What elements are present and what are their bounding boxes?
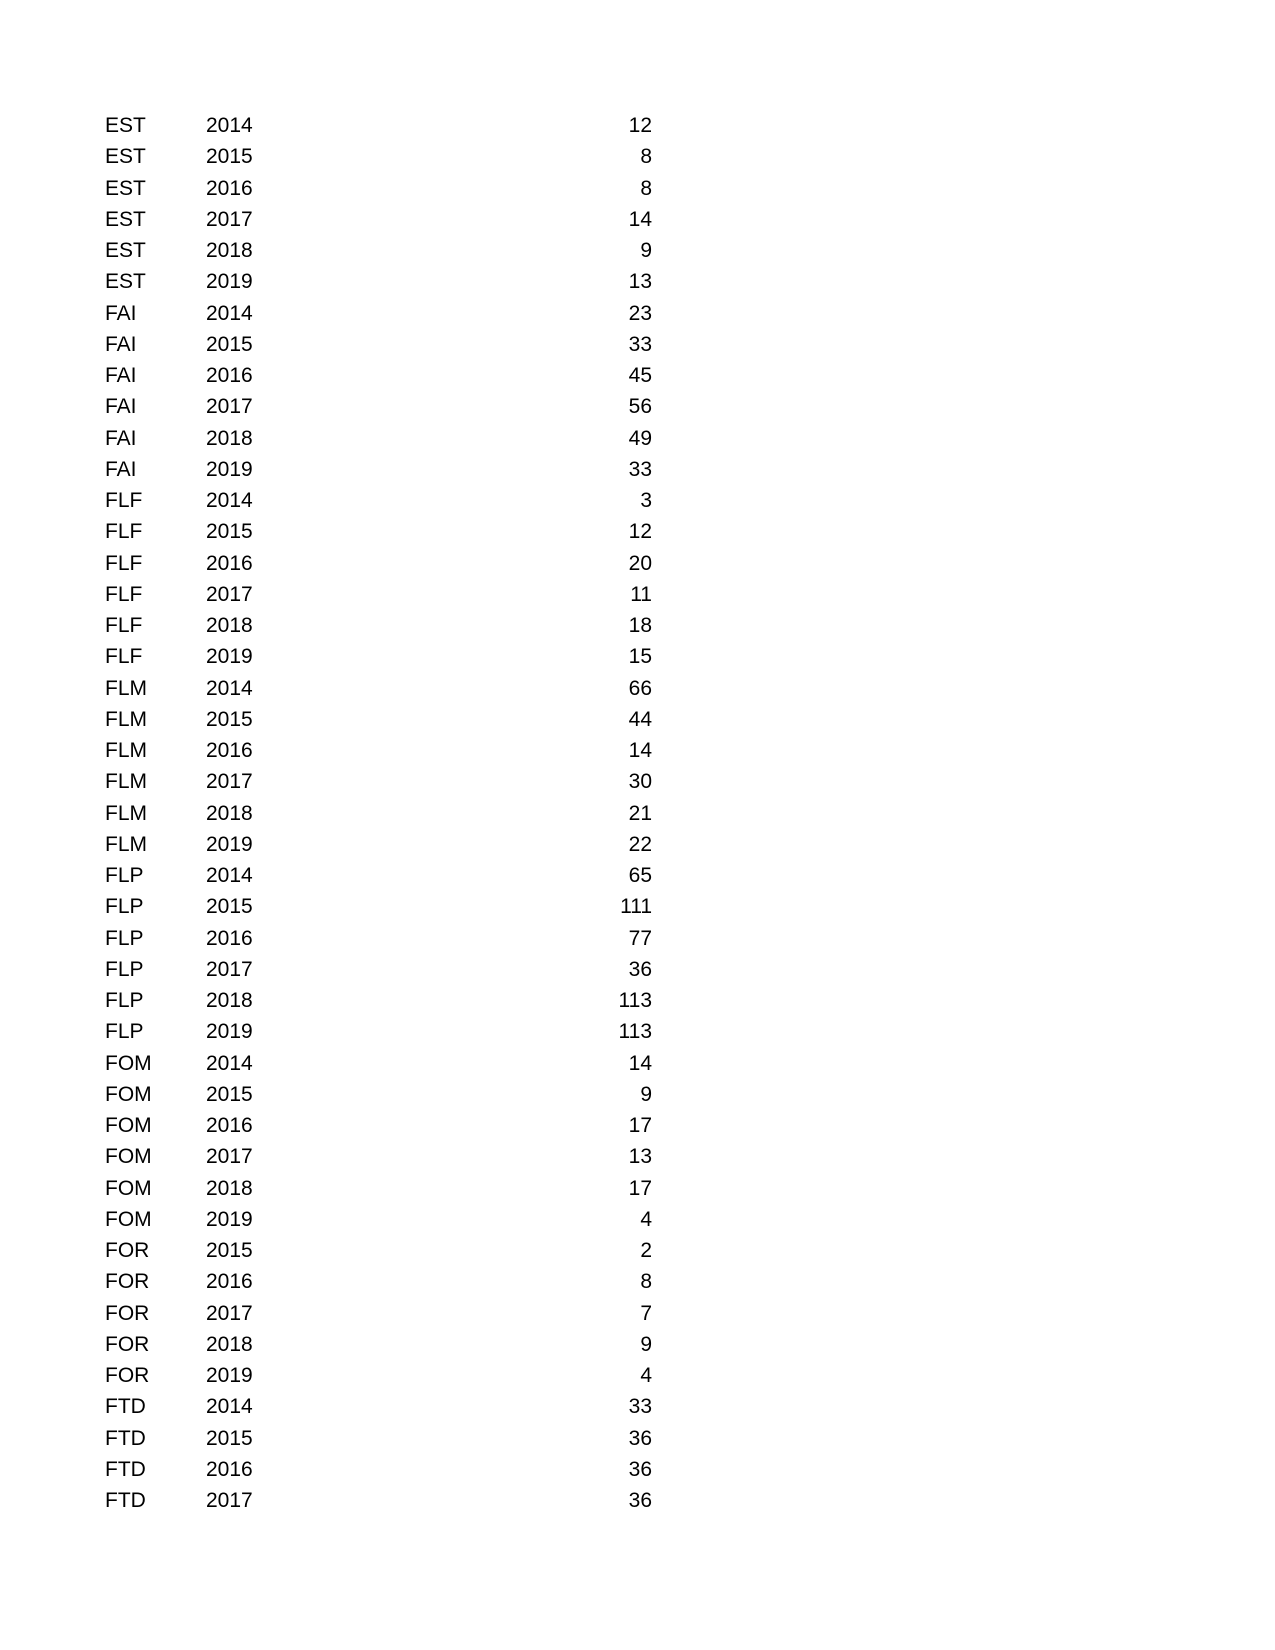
count-cell: 113 [618,1020,652,1044]
year-cell: 2017 [206,1301,253,1325]
year-cell: 2019 [206,1020,253,1044]
table-row [0,1485,1275,1516]
table-row [0,891,1275,922]
year-cell: 2014 [206,489,253,512]
table-row [0,641,1275,672]
table-row [0,923,1275,954]
code-cell: EST [105,114,146,137]
year-cell: 2014 [206,114,253,137]
year-cell: 2016 [206,551,253,575]
count-cell: 56 [628,395,652,419]
count-cell: 11 [630,582,652,606]
year-cell: 2018 [206,239,253,262]
count-cell: 44 [628,707,652,731]
count-cell: 36 [628,957,652,981]
count-cell: 36 [628,1426,652,1450]
count-cell: 33 [628,1395,652,1419]
table-row [0,1173,1275,1204]
year-cell: 2014 [206,676,253,700]
table-row [0,1454,1275,1485]
code-cell: EST [105,207,146,231]
code-cell: FOR [105,1239,150,1262]
year-cell: 2017 [206,1145,253,1169]
code-cell: FLF [105,489,143,512]
count-cell: 45 [628,364,652,387]
table-row [0,329,1275,360]
table-row [0,798,1275,829]
count-cell: 111 [620,895,652,919]
year-cell: 2016 [206,1457,253,1481]
table-row [0,579,1275,610]
year-cell: 2018 [206,614,253,637]
year-cell: 2015 [206,707,253,731]
code-cell: EST [105,145,146,169]
year-cell: 2016 [206,364,253,387]
code-cell: FLP [105,895,144,919]
count-cell: 33 [628,332,652,356]
code-cell: EST [105,239,146,262]
code-cell: FOR [105,1301,150,1325]
table-row [0,1048,1275,1079]
table-row [0,1141,1275,1172]
table-row [0,954,1275,985]
year-cell: 2017 [206,395,253,419]
code-cell: FLM [105,801,147,825]
count-cell: 36 [628,1489,652,1512]
year-cell: 2017 [206,770,253,794]
count-cell: 14 [628,739,652,762]
code-cell: FLF [105,614,143,637]
code-cell: FOM [105,1051,152,1075]
code-cell: FAI [105,364,137,387]
count-cell: 20 [628,551,652,575]
count-cell: 9 [640,239,652,262]
year-cell: 2016 [206,176,253,200]
table-row [0,1110,1275,1141]
table-row [0,829,1275,860]
table-row [0,1016,1275,1047]
table-row [0,266,1275,297]
code-cell: FAI [105,301,137,325]
code-cell: FAI [105,332,137,356]
count-cell: 3 [640,489,652,512]
code-cell: FLM [105,770,147,794]
count-cell: 22 [628,832,652,856]
year-cell: 2018 [206,801,253,825]
code-cell: FOR [105,1332,150,1356]
table-row [0,298,1275,329]
year-cell: 2018 [206,1332,253,1356]
year-cell: 2019 [206,832,253,856]
count-cell: 113 [618,989,652,1012]
count-cell: 18 [628,614,652,637]
code-cell: FTD [105,1457,146,1481]
table-row [0,548,1275,579]
count-cell: 9 [640,1082,652,1106]
table-row [0,391,1275,422]
count-cell: 21 [628,801,652,825]
year-cell: 2015 [206,1239,253,1262]
code-cell: FLM [105,676,147,700]
year-cell: 2015 [206,1082,253,1106]
table-row [0,860,1275,891]
code-cell: FLP [105,989,144,1012]
count-cell: 4 [640,1364,652,1387]
count-cell: 49 [628,426,652,450]
code-cell: FOM [105,1145,152,1169]
code-cell: EST [105,270,146,294]
code-cell: FLM [105,739,147,762]
count-cell: 8 [640,1270,652,1294]
data-table [0,110,1275,1516]
table-row [0,204,1275,235]
table-row [0,766,1275,797]
table-row [0,673,1275,704]
year-cell: 2014 [206,1051,253,1075]
count-cell: 65 [628,864,652,887]
count-cell: 8 [640,176,652,200]
table-row [0,485,1275,516]
table-row [0,360,1275,391]
table-row [0,423,1275,454]
code-cell: FOR [105,1364,150,1387]
table-row [0,235,1275,266]
code-cell: FAI [105,457,137,481]
count-cell: 17 [628,1114,652,1137]
year-cell: 2016 [206,1270,253,1294]
table-row [0,141,1275,172]
count-cell: 77 [628,926,652,950]
year-cell: 2015 [206,145,253,169]
code-cell: FLM [105,832,147,856]
count-cell: 17 [628,1176,652,1200]
count-cell: 66 [628,676,652,700]
count-cell: 13 [628,270,652,294]
year-cell: 2017 [206,1489,253,1512]
code-cell: FLF [105,582,143,606]
table-row [0,1235,1275,1266]
count-cell: 12 [628,520,652,544]
count-cell: 9 [640,1332,652,1356]
year-cell: 2018 [206,989,253,1012]
code-cell: FOM [105,1207,152,1231]
table-row [0,610,1275,641]
code-cell: FTD [105,1489,146,1512]
table-row [0,1329,1275,1360]
code-cell: FLP [105,1020,144,1044]
count-cell: 14 [628,207,652,231]
code-cell: FOM [105,1176,152,1200]
year-cell: 2016 [206,1114,253,1137]
year-cell: 2015 [206,520,253,544]
year-cell: 2017 [206,207,253,231]
year-cell: 2017 [206,582,253,606]
year-cell: 2014 [206,864,253,887]
count-cell: 8 [640,145,652,169]
count-cell: 15 [628,645,652,669]
year-cell: 2014 [206,1395,253,1419]
year-cell: 2016 [206,926,253,950]
code-cell: FLP [105,957,144,981]
count-cell: 12 [628,114,652,137]
year-cell: 2016 [206,739,253,762]
code-cell: FTD [105,1395,146,1419]
table-row [0,1360,1275,1391]
year-cell: 2019 [206,270,253,294]
code-cell: FLM [105,707,147,731]
table-row [0,516,1275,547]
count-cell: 36 [628,1457,652,1481]
table-row [0,1204,1275,1235]
count-cell: 30 [628,770,652,794]
code-cell: FLF [105,645,143,669]
table-row [0,1079,1275,1110]
table-row [0,110,1275,141]
year-cell: 2019 [206,645,253,669]
code-cell: FOR [105,1270,150,1294]
year-cell: 2018 [206,426,253,450]
year-cell: 2019 [206,1207,253,1231]
code-cell: FLP [105,926,144,950]
count-cell: 13 [628,1145,652,1169]
year-cell: 2015 [206,332,253,356]
table-row [0,1266,1275,1297]
code-cell: FLP [105,864,144,887]
code-cell: FLF [105,551,143,575]
year-cell: 2017 [206,957,253,981]
table-row [0,1423,1275,1454]
code-cell: FOM [105,1114,152,1137]
year-cell: 2019 [206,1364,253,1387]
code-cell: FLF [105,520,143,544]
table-row [0,704,1275,735]
count-cell: 33 [628,457,652,481]
table-row [0,173,1275,204]
year-cell: 2019 [206,457,253,481]
code-cell: FTD [105,1426,146,1450]
code-cell: FAI [105,426,137,450]
table-row [0,735,1275,766]
count-cell: 23 [628,301,652,325]
year-cell: 2015 [206,1426,253,1450]
table-row [0,985,1275,1016]
table-row [0,454,1275,485]
year-cell: 2018 [206,1176,253,1200]
table-row [0,1391,1275,1422]
count-cell: 7 [640,1301,652,1325]
year-cell: 2014 [206,301,253,325]
year-cell: 2015 [206,895,253,919]
code-cell: FAI [105,395,137,419]
code-cell: EST [105,176,146,200]
table-row [0,1298,1275,1329]
count-cell: 14 [628,1051,652,1075]
count-cell: 4 [640,1207,652,1231]
code-cell: FOM [105,1082,152,1106]
count-cell: 2 [640,1239,652,1262]
